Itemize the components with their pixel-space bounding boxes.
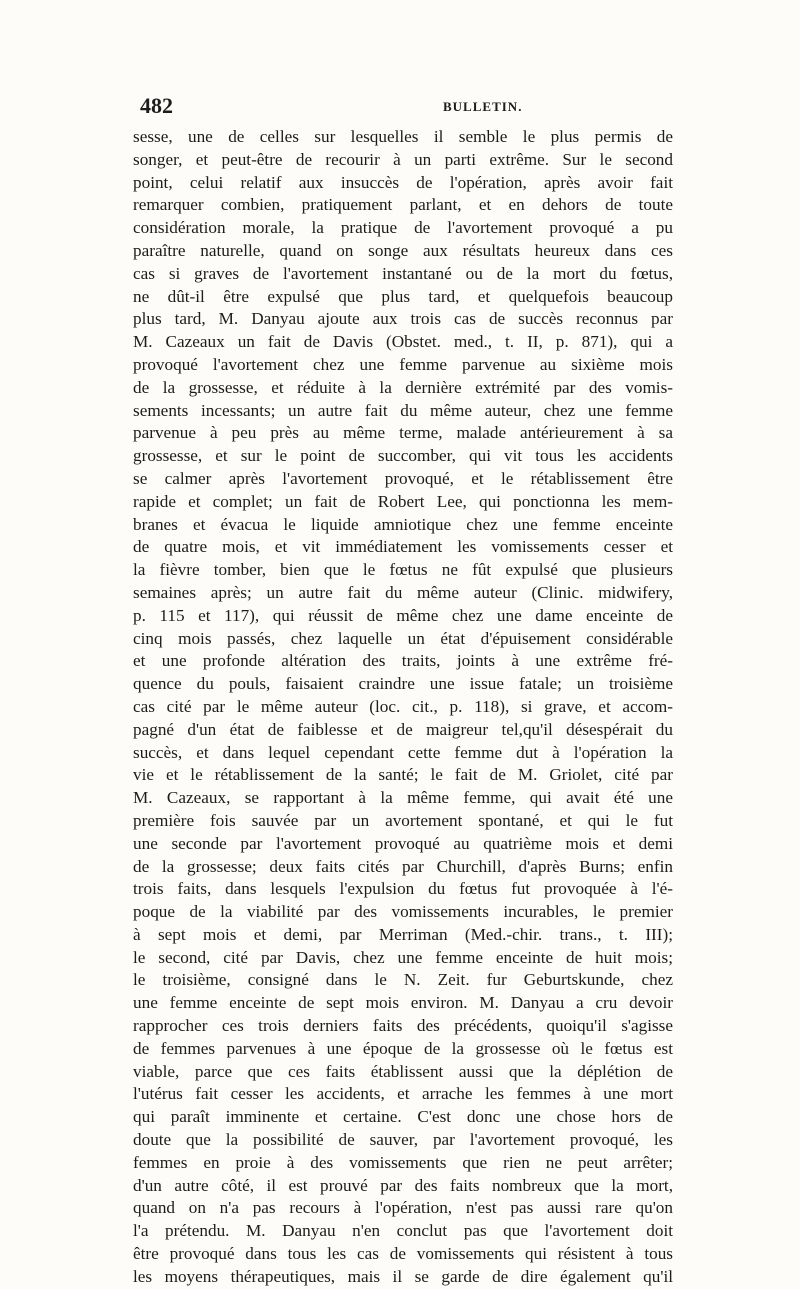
page-number: 482 bbox=[140, 93, 173, 118]
text-line: sesse, une de celles sur lesquelles il semble le plus permis de bbox=[133, 127, 673, 146]
text-line: une femme enceinte de sept mois environ. M. Danyau a cru devoir bbox=[133, 993, 673, 1013]
text-line: trois faits, dans lesquels l'expulsion du fœtus fut provoquée à l'é- bbox=[133, 879, 673, 899]
text-line: le second, cité par Davis, chez une femme enceinte de huit mois; bbox=[133, 947, 673, 967]
text-line: poque de la viabilité par des vomissements incurables, le premier bbox=[133, 902, 673, 922]
text-line: M. Cazeaux, se rapportant à la même femme, qui avait été une bbox=[133, 788, 673, 808]
text-line: point, celui relatif aux insuccès de l'opération, après avoir fait bbox=[133, 172, 673, 192]
text-line: les moyens thérapeutiques, mais il se garde de dire également qu'il bbox=[133, 1266, 673, 1286]
text-line: parvenue à peu près au même terme, malade antérieurement à sa bbox=[133, 423, 673, 443]
text-line: de la grossesse; deux faits cités par Churchill, d'après Burns; enfin bbox=[133, 856, 673, 876]
text-line: considération morale, la pratique de l'avortement provoqué a pu bbox=[133, 218, 673, 238]
text-line: sements incessants; un autre fait du même auteur, chez une femme bbox=[133, 400, 673, 420]
text-line: se calmer après l'avortement provoqué, et le rétablissement être bbox=[133, 468, 673, 488]
text-line: quand on n'a pas recours à l'opération, n'est pas aussi rare qu'on bbox=[133, 1198, 673, 1218]
text-line: succès, et dans lequel cependant cette femme dut à l'opération la bbox=[133, 742, 673, 762]
text-line: pagné d'un état de faiblesse et de maigreur tel,qu'il désespérait du bbox=[133, 719, 673, 739]
text-line: semaines après; un autre fait du même auteur (Clinic. midwifery, bbox=[133, 582, 673, 602]
text-line: rapide et complet; un fait de Robert Lee, qui ponctionna les mem- bbox=[133, 491, 673, 511]
running-title: BULLETIN. bbox=[443, 99, 523, 114]
text-line: de femmes parvenues à une époque de la grossesse où le fœtus est bbox=[133, 1038, 673, 1058]
text-line: de quatre mois, et vit immédiatement les vomissements cesser et bbox=[133, 537, 673, 557]
text-line: l'utérus fait cesser les accidents, et arrache les femmes à une mort bbox=[133, 1084, 673, 1104]
text-line: viable, parce que ces faits établissent aussi que la déplétion de bbox=[133, 1061, 673, 1081]
text-line: rapprocher ces trois derniers faits des précédents, quoiqu'il s'agisse bbox=[133, 1016, 673, 1036]
text-line: la fièvre tomber, bien que le fœtus ne fût expulsé que plusieurs bbox=[133, 560, 673, 580]
text-line: et une profonde altération des traits, joints à une extrême fré- bbox=[133, 651, 673, 671]
text-line: à sept mois et demi, par Merriman (Med.-chir. trans., t. III); bbox=[133, 924, 673, 944]
text-line: vie et le rétablissement de la santé; le fait de M. Griolet, cité par bbox=[133, 765, 673, 785]
text-line: songer, et peut-être de recourir à un parti extrême. Sur le second bbox=[133, 149, 673, 169]
text-line: l'a prétendu. M. Danyau n'en conclut pas que l'avortement doit bbox=[133, 1221, 673, 1241]
text-line: qui paraît imminente et certaine. C'est donc une chose hors de bbox=[133, 1107, 673, 1127]
text-line: de la grossesse, et réduite à la dernière extrémité par des vomis- bbox=[133, 377, 673, 397]
text-line: une seconde par l'avortement provoqué au quatrième mois et demi bbox=[133, 833, 673, 853]
text-line: le troisième, consigné dans le N. Zeit. fur Geburtskunde, chez bbox=[133, 970, 673, 990]
text-line: branes et évacua le liquide amniotique chez une femme enceinte bbox=[133, 514, 673, 534]
text-line: être provoqué dans tous les cas de vomissements qui résistent à tous bbox=[133, 1244, 673, 1264]
book-page bbox=[133, 94, 673, 1289]
text-line: quence du pouls, faisaient craindre une issue fatale; un troisième bbox=[133, 674, 673, 694]
text-line: ne dût-il être expulsé que plus tard, et quelquefois beaucoup bbox=[133, 286, 673, 306]
text-line: première fois sauvée par un avortement spontané, et qui le fut bbox=[133, 810, 673, 830]
text-line: paraître naturelle, quand on songe aux résultats heureux dans ces bbox=[133, 240, 673, 260]
text-line: p. 115 et 117), qui réussit de même chez une dame enceinte de bbox=[133, 605, 673, 625]
text-line: grossesse, et sur le point de succomber, qui vit tous les accidents bbox=[133, 446, 673, 466]
text-line: plus tard, M. Danyau ajoute aux trois cas de succès reconnus par bbox=[133, 309, 673, 329]
text-line: cas cité par le même auteur (loc. cit., p. 118), si grave, et accom- bbox=[133, 696, 673, 716]
text-line: remarquer combien, pratiquement parlant, et en dehors de toute bbox=[133, 195, 673, 215]
text-line: M. Cazeaux un fait de Davis (Obstet. med., t. II, p. 871), qui a bbox=[133, 332, 673, 352]
page-header bbox=[133, 94, 673, 124]
text-line: cinq mois passés, chez laquelle un état d'épuisement considérable bbox=[133, 628, 673, 648]
body-text bbox=[133, 126, 673, 1289]
text-line: femmes en proie à des vomissements que rien ne peut arrêter; bbox=[133, 1152, 673, 1172]
text-line: provoqué l'avortement chez une femme parvenue au sixième mois bbox=[133, 354, 673, 374]
text-line: d'un autre côté, il est prouvé par des faits nombreux que la mort, bbox=[133, 1175, 673, 1195]
text-line: doute que la possibilité de sauver, par l'avortement provoqué, les bbox=[133, 1130, 673, 1150]
text-line: cas si graves de l'avortement instantané ou de la mort du fœtus, bbox=[133, 263, 673, 283]
